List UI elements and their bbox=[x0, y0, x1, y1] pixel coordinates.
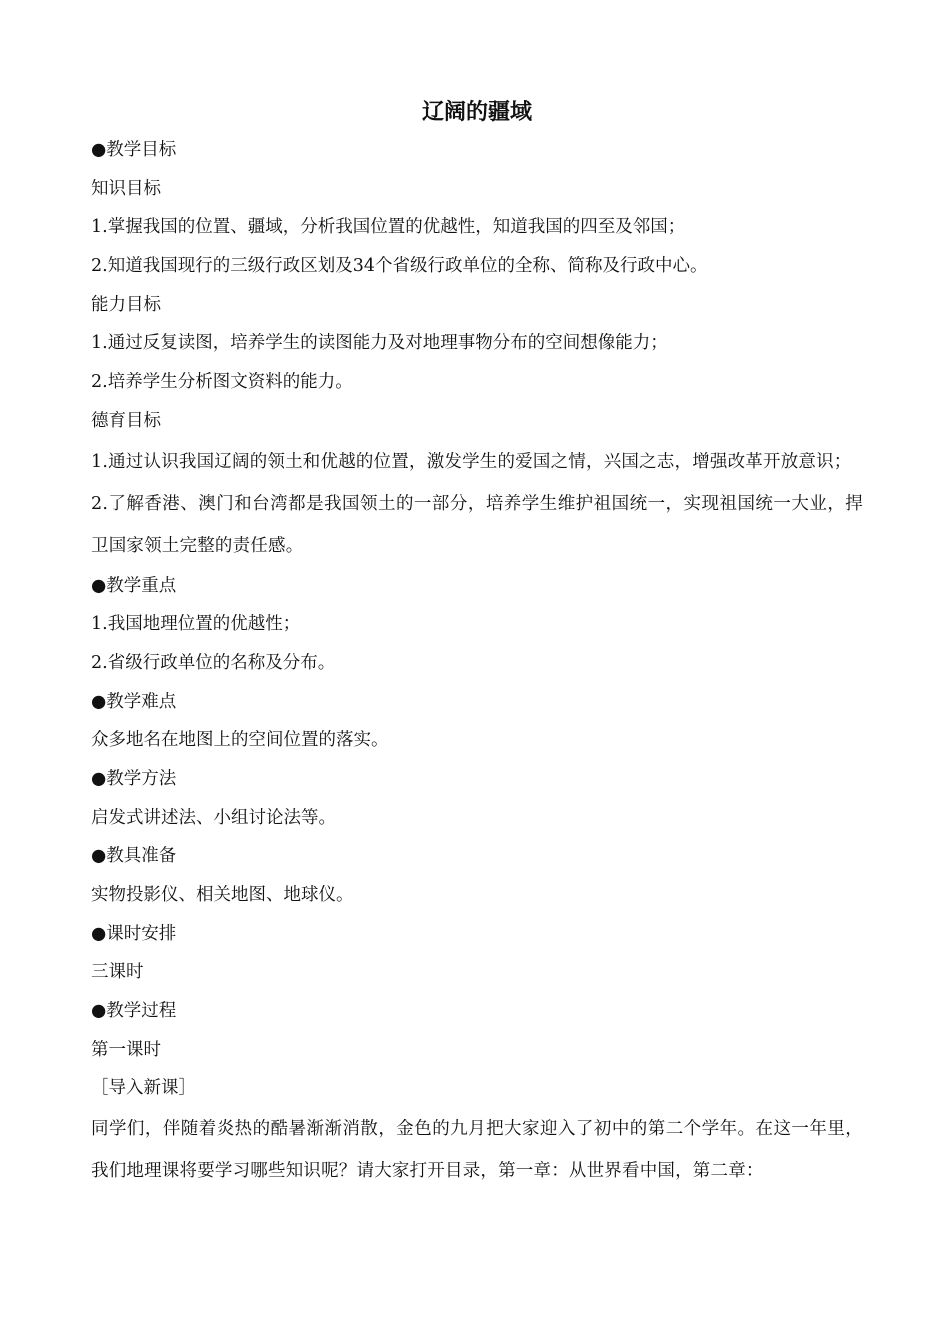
key-point-1: 1.我国地理位置的优越性； bbox=[91, 614, 301, 635]
first-lesson-label: 第一课时 bbox=[91, 1039, 161, 1060]
ability-goal-2: 2.培养学生分析图文资料的能力。 bbox=[91, 372, 353, 393]
section-heading-schedule: ●课时安排 bbox=[91, 923, 177, 944]
subheading-ability-goals: 能力目标 bbox=[91, 294, 161, 315]
section-heading-process: ●教学过程 bbox=[91, 1001, 177, 1022]
ability-goal-1: 1.通过反复读图，培养学生的读图能力及对地理事物分布的空间想像能力； bbox=[91, 333, 668, 354]
section-heading-teaching-aids: ●教具准备 bbox=[91, 846, 177, 867]
knowledge-goal-2: 2.知道我国现行的三级行政区划及34个省级行政单位的全称、简称及行政中心。 bbox=[91, 256, 708, 277]
subheading-moral-goals: 德育目标 bbox=[91, 410, 161, 431]
knowledge-goal-1: 1.掌握我国的位置、疆域，分析我国位置的优越性，知道我国的四至及邻国； bbox=[91, 217, 686, 238]
difficulty-text: 众多地名在地图上的空间位置的落实。 bbox=[91, 730, 389, 751]
subheading-knowledge-goals: 知识目标 bbox=[91, 178, 161, 199]
section-heading-methods: ●教学方法 bbox=[91, 768, 177, 789]
section-heading-key-points: ●教学重点 bbox=[91, 575, 177, 596]
section-heading-teaching-goals: ●教学目标 bbox=[91, 140, 177, 160]
teaching-aids-text: 实物投影仪、相关地图、地球仪。 bbox=[91, 885, 354, 905]
moral-goal-2: 2.了解香港、澳门和台湾都是我国领土的一部分，培养学生维护祖国统一，实现祖国统一大业，捍卫国家领土完整的责任感。 bbox=[91, 493, 863, 556]
intro-paragraph: 同学们，伴随着炎热的酷暑渐渐消散，金色的九月把大家迎入了初中的第二个学年。在这一年里，我们地理课将要学习哪些知识呢？请大家打开目录，第一章：从世界看中国，第二章： bbox=[91, 1119, 863, 1182]
intro-label: ［导入新课］ bbox=[91, 1078, 196, 1099]
document-page bbox=[91, 95, 863, 1192]
key-point-2: 2.省级行政单位的名称及分布。 bbox=[91, 652, 336, 673]
section-heading-difficulties: ●教学难点 bbox=[91, 691, 177, 712]
methods-text: 启发式讲述法、小组讨论法等。 bbox=[91, 807, 336, 828]
moral-goal-1: 1.通过认识我国辽阔的领土和优越的位置，激发学生的爱国之情，兴国之志，增强改革开放意识； bbox=[91, 451, 852, 472]
document-title: 辽阔的疆域 bbox=[421, 100, 532, 125]
schedule-text: 三课时 bbox=[91, 962, 144, 983]
